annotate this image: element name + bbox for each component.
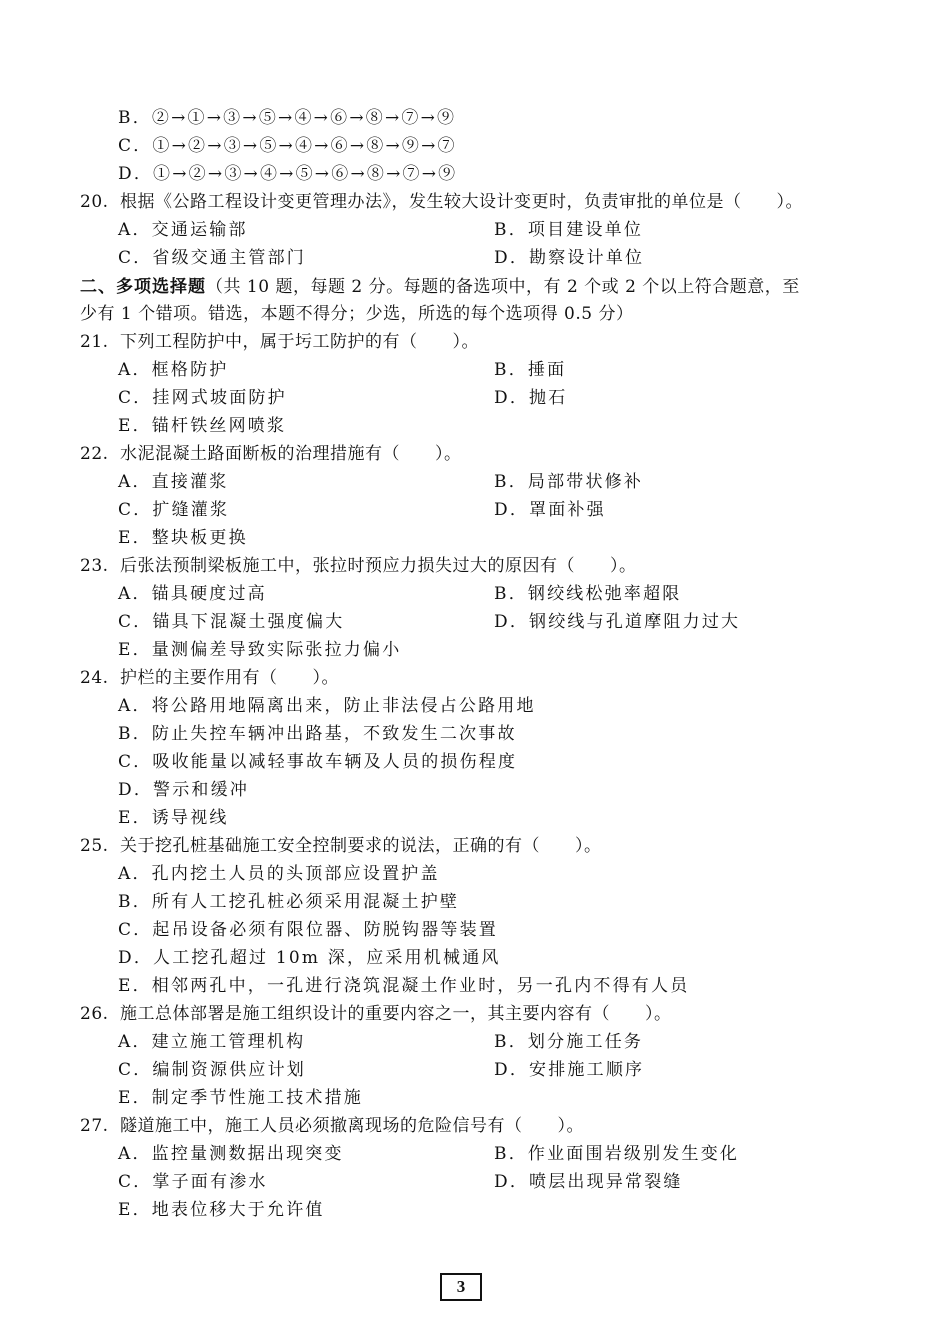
q25-option-c: C．起吊设备必须有限位器、防脱钩器等装置 — [118, 920, 499, 940]
q27-option-e: E．地表位移大于允许值 — [118, 1200, 325, 1220]
q20-option-b: B．项目建设单位 — [494, 220, 644, 240]
q25-option-e: E．相邻两孔中，一孔进行浇筑混凝土作业时，另一孔内不得有人员 — [118, 976, 690, 996]
q24-stem — [80, 668, 339, 688]
q19-option-c: C．①→②→③→⑤→④→⑥→⑧→⑨→⑦ — [118, 136, 457, 156]
q22-stem — [80, 444, 462, 464]
q22-option-b: B．局部带状修补 — [494, 472, 644, 492]
q23-number: 23. — [80, 556, 109, 576]
q23-option-e: E．量测偏差导致实际张拉力偏小 — [118, 640, 402, 660]
q27-option-b: B．作业面围岩级别发生变化 — [494, 1144, 740, 1164]
q23-option-b: B．钢绞线松弛率超限 — [494, 584, 682, 604]
q26-text: 施工总体部署是施工组织设计的重要内容之一，其主要内容有（ ）。 — [120, 1004, 672, 1024]
q23-text: 后张法预制梁板施工中，张拉时预应力损失过大的原因有（ ）。 — [120, 556, 637, 576]
q21-option-b: B．捶面 — [494, 360, 567, 380]
q21-option-d: D．抛石 — [494, 388, 568, 408]
q23-option-d: D．钢绞线与孔道摩阻力过大 — [494, 612, 741, 632]
q23-option-a: A．锚具硬度过高 — [118, 584, 267, 604]
q26-option-a: A．建立施工管理机构 — [118, 1032, 306, 1052]
q25-option-a: A．孔内挖土人员的头顶部应设置护盖 — [118, 864, 440, 884]
q22-text: 水泥混凝土路面断板的治理措施有（ ）。 — [120, 444, 462, 464]
q25-text: 关于挖孔桩基础施工安全控制要求的说法，正确的有（ ）。 — [120, 836, 602, 856]
q24-number: 24. — [80, 668, 109, 688]
q22-option-d: D．罩面补强 — [494, 500, 606, 520]
q26-option-b: B．划分施工任务 — [494, 1032, 644, 1052]
q20-option-d: D．勘察设计单位 — [494, 248, 645, 268]
q23-stem — [80, 556, 637, 576]
q26-option-e: E．制定季节性施工技术措施 — [118, 1088, 364, 1108]
q27-stem — [80, 1116, 584, 1136]
q22-number: 22. — [80, 444, 109, 464]
q21-option-c: C．挂网式坡面防护 — [118, 388, 287, 408]
q21-option-a: A．框格防护 — [118, 360, 229, 380]
q25-option-d: D．人工挖孔超过 10m 深，应采用机械通风 — [118, 948, 501, 968]
section2-desc-1: （共 10 题，每题 2 分。每题的备选项中，有 2 个或 2 个以上符合题意，至 — [206, 277, 800, 297]
section2-title: 二、多项选择题 — [80, 277, 206, 297]
q24-option-c: C．吸收能量以减轻事故车辆及人员的损伤程度 — [118, 752, 518, 772]
q20-stem — [80, 192, 803, 212]
q21-text: 下列工程防护中，属于圬工防护的有（ ）。 — [120, 332, 479, 352]
q20-text: 根据《公路工程设计变更管理办法》，发生较大设计变更时，负责审批的单位是（ ）。 — [120, 192, 803, 212]
q26-stem — [80, 1004, 672, 1024]
q26-number: 26. — [80, 1004, 109, 1024]
q27-option-c: C．掌子面有渗水 — [118, 1172, 268, 1192]
q27-text: 隧道施工中，施工人员必须撤离现场的危险信号有（ ）。 — [120, 1116, 584, 1136]
q26-option-c: C．编制资源供应计划 — [118, 1060, 307, 1080]
q25-option-b: B．所有人工挖孔桩必须采用混凝土护壁 — [118, 892, 460, 912]
q21-stem — [80, 332, 479, 352]
q20-number: 20. — [80, 192, 109, 212]
q24-text: 护栏的主要作用有（ ）。 — [120, 668, 339, 688]
q20-option-a: A．交通运输部 — [118, 220, 248, 240]
q21-number: 21. — [80, 332, 109, 352]
section2-desc-2: 少有 1 个错项。错选，本题不得分；少选，所选的每个选项得 0.5 分） — [80, 304, 634, 324]
q24-option-e: E．诱导视线 — [118, 808, 229, 828]
q20-option-c: C．省级交通主管部门 — [118, 248, 307, 268]
q22-option-e: E．整块板更换 — [118, 528, 248, 548]
q22-option-c: C．扩缝灌浆 — [118, 500, 230, 520]
q26-option-d: D．安排施工顺序 — [494, 1060, 645, 1080]
q25-number: 25. — [80, 836, 109, 856]
section2-heading — [80, 277, 800, 297]
q22-option-a: A．直接灌浆 — [118, 472, 229, 492]
q27-number: 27. — [80, 1116, 109, 1136]
q27-option-a: A．监控量测数据出现突变 — [118, 1144, 344, 1164]
q27-option-d: D．喷层出现异常裂缝 — [494, 1172, 683, 1192]
q24-option-a: A．将公路用地隔离出来，防止非法侵占公路用地 — [118, 696, 536, 716]
q23-option-c: C．锚具下混凝土强度偏大 — [118, 612, 345, 632]
q21-option-e: E．锚杆铁丝网喷浆 — [118, 416, 287, 436]
q24-option-b: B．防止失控车辆冲出路基，不致发生二次事故 — [118, 724, 517, 744]
page-number: 3 — [440, 1273, 482, 1301]
q19-option-d: D．①→②→③→④→⑤→⑥→⑧→⑦→⑨ — [118, 164, 458, 184]
q25-stem — [80, 836, 602, 856]
q24-option-d: D．警示和缓冲 — [118, 780, 250, 800]
q19-option-b: B．②→①→③→⑤→④→⑥→⑧→⑦→⑨ — [118, 108, 457, 128]
